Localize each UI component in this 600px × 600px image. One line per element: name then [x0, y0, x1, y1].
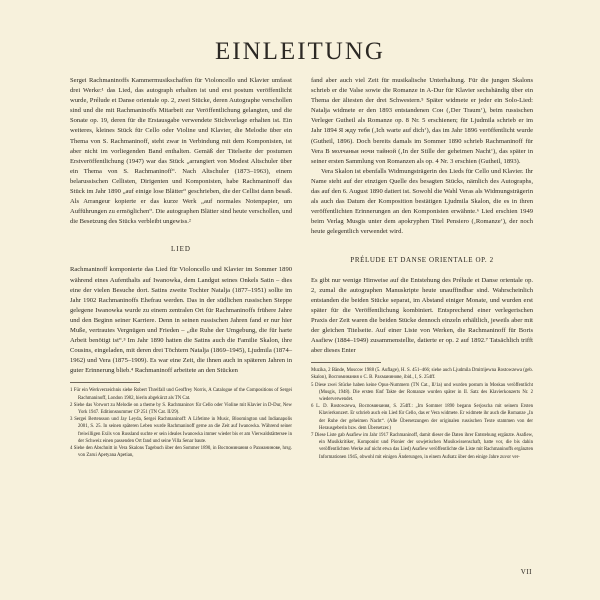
left-column	[70, 76, 292, 459]
footnote-1: 1 Für ein Werkverzeichnis siehe Robert Threlfall und Geoffrey Norris, A Catalogue of the Compositions of Sergei Rachmaninoff, London 1982, hierin abgekürzt als TN Cat.	[70, 388, 292, 401]
footnote-divider	[70, 382, 140, 383]
footnote-4-continuation: Muzika, 2 Bände, Moscow 1988 (5. Auflage), H. S. 451–466; siehe auch Ljudmila Dmitrijewna Rostowzewa (geb. Skalon), Воспоминания о С. В. Рахманинове, ibid., I, S. 254ff.	[311, 368, 533, 381]
page-number: VII	[520, 568, 532, 576]
page-title: EINLEITUNG	[215, 38, 385, 65]
lied-paragraph: Rachmaninoff komponierte das Lied für Violoncello und Klavier im Sommer 1890 während eines Aufenthalts auf Iwanowka, dem Landgut seines Onkels Satin – dies eine der vielen Besuche dort. Satins zweite Tochter Natalja (1877–1951) sollte im Jahr 1902 Rachmaninoffs Ehefrau werden. Das in der südlichen russischen Steppe gelegene Iwanowka wurde zu einem zentralen Ort für Rachmaninoffs frühere Jahre und den Beginn seiner Karriere. Denn in seinen russischen Jahren fand er nur hier Muße, vertrautes Vergnügen und Frieden – „die Ruhe der Umgebung, die für harte Arbeit benötigt ist“.³ Im Jahr 1890 hatten die Satins auch die Familie Skalon, ihre Cousins, eingeladen, mit deren drei Töchtern Natalja (1869–1945), Ljudmila (1874–1962) und Vera (1875–1909). Es war eine Zeit, die ihnen auch in späteren Jahren in guter Erinnerung blieb.⁴ Rachmaninoff arbeitete an den Stücken	[70, 266, 292, 375]
vera-paragraph: Vera Skalon ist ebenfalls Widmungsträgerin des Lieds für Cello und Klavier. Ihr Name steht auf der einzigen Quelle des besagten Stücks, nämlich des Autographs, das auf den 6. August 1890 datiert ist. Sowohl die Wahl Veras als Widmungsträgerin als auch das Datum der Komposition bestätigen Ljudmila Skalon, die es in ihren veröffentlichten Erinnerungen an den Komponisten erwähnte.⁶ Lied erschien 1949 beim Verlag Musgis unter dem apokryphen Titel Pensiero (‚Romanze‘), der noch heute gelegentlich verwendet wird.	[311, 167, 533, 236]
intro-paragraph: Sergei Rachmaninoffs Kammermusikschaffen für Violoncello und Klavier umfasst drei Werke:¹ das Lied, das autograph erhalten ist und erst postum veröffentlicht wurde, Prélude et Danse orientale op. 2, zwei Stücke, deren Autographe verschollen sind und die mit Rachmaninoffs Mitarbeit zur Veröffentlichung gelangten, und die Sonate op. 19, deren für die Erstausgabe verwendete Stichvorlage erhalten ist. Ein weiteres, kleines Stück für Cello oder Violine und Klavier, die Melodie über ein Thema von S. Rachmaninoff, steht zwar in Verbindung mit dem Komponisten, ist aber nicht im vorliegenden Band enthalten. Gemäß der Titelseite der postumen Erstveröffentlichung (1947) war das Stück „arrangiert von Modest Altschuler über ein Thema von S. Rachmaninoff“. Nach Altschuler (1873–1963), einem belarussischen Cellisten, Dirigenten und Komponisten, habe Rachmaninoff das Stück im Jahr 1890 „auf einige lose Blätter“ geschrieben, die der Cellist dann besaß. Als Arrangeur kopierte er das kurze Werk „auf normales Notenpapier, um Aufführungen zu ermöglichen“. Die autographen Blätter sind heute verschollen, und die Besetzung des Stücks verbleibt ungewiss.²	[70, 77, 292, 226]
footnote-3: 3 Sergei Bertensson und Jay Leyda, Sergei Rachmaninoff: A Lifetime in Music, Bloomington und Indianapolis 2001, S. 25. In seinen späteren Leben wurde Rachmaninoff gerne an die Zeit auf Iwanowka. Während seiner freiwilligen Exils von Russland suchte er sein ideales Iwanowka immer wieder bis er am Vierwaldstättersee in der Schweiz einen passenden Ort fand und seine Villa Senar baute.	[70, 417, 292, 444]
footnote-6: 6 L. D. Rostowzewa, Воспоминания, S. 254ff.: „Im Sommer 1890 begann Serjoscha mit seinem Ersten Klavierkonzert. Er schrieb auch ein Lied für Cello, das er Vera widmete. Er widmete ihr auch die Romanze „In der Ruhe der geheimen Nacht“. (Alle Übersetzungen der originalen russischen Texte stammen von der Herausgeberin bzw. dem Übersetzer.)	[311, 404, 533, 431]
footnote-5: 5 Diese zwei Stücke haben keine Opus-Nummern (TN Cat., II/1a) und wurden postum in Moskau veröffentlicht (Musgis, 1948). Die ersten fünf Takte der Romanze wurden später in II. Satz des Klavierkonzerts Nr. 2 wiederverwendet.	[311, 382, 533, 403]
right-column	[311, 76, 533, 461]
section-heading-lied: LIED	[171, 245, 191, 254]
continuation-paragraph: fand aber auch viel Zeit für musikalische Unterhaltung. Für die jungen Skalons schrieb er die Valse sowie die Romanze in A-Dur für Klavier sechshändig über ein Thema der ältesten der drei Schwestern.⁵ Später widmete er jeder ein Solo-Lied: Natalja widmete er den 1893 entstandenen Сон (‚Der Traum‘), beim russischen Verleger Gutheil als Romanze op. 8 Nr. 5 erschienen; für Ljudmila schrieb er im Jahr 1894 Я жду тебя (‚Ich warte auf dich‘), das im Jahr 1896 veröffentlicht wurde (Gutheil, 1896). Doch bereits damals im Sommer 1890 schrieb Rachmaninoff für Vera В молчаньи ночи тайной (‚In der Stille der geheimen Nacht‘), das später in seiner ersten Sammlung von Romanzen als op. 4 Nr. 3 erschien (Gutheil, 1893).	[311, 77, 533, 165]
footnote-2: 2 Siehe das Vorwort zu Melodie on a theme by S. Rachmaninov für Cello oder Violine mit Klavier in D-Dur, New York 1947. Editionsnummer CP 251 (TN Cat. II/29).	[70, 402, 292, 416]
footnote-7: 7 Diese Liste gab Asafiew im Jahr 1917 Rachmaninoff, damit dieser die Daten ihrer Entstehung ergänzte. Asafiew, ein Musikkritiker, Komponist und Pionier der sowjetischen Musikwissenschaft, hatte vor, die bis dahin veröffentlichten Werke auf nicht etwa das Lied) Asafiew veröffentlichte die Liste mit Rachmaninoffs ergänzten Informationen 1945, obwohl mit einigen Änderungen, in einem Aufsatz über den einige Jahre zuvor ver-	[311, 433, 533, 460]
footnote-4: 4 Siehe den Abschnitt in Vera Skalons Tagebuch über den Sommer 1890, in Воспоминания о Рахманинове, hrsg. von Zarui Apetyana Apetian,	[70, 446, 292, 459]
section-heading-prelude: PRÉLUDE ET DANSE ORIENTALE OP. 2	[350, 255, 494, 264]
footnote-divider	[311, 362, 381, 363]
prelude-paragraph: Es gibt nur wenige Hinweise auf die Entstehung des Prélude et Danse orientale op. 2, zumal die autographen Manuskripte heute unauffindbar sind. Wahrscheinlich entstanden die beiden Stücke separat, im Abstand einiger Monate, und wurden erst später für die Veröffentlichung kombiniert. Entsprechend einer verlegerischen Praxis der Zeit waren die beiden Stücke dennoch einzeln erhältlich, jeweils aber mit der gleichen Titelseite. Auf einer Liste von Werken, die Rachmaninoff für Boris Asafiew (1884–1949) zusammenstellte, datierte er op. 2 auf 1892.⁷ Tatsächlich trifft aber dieses Enter	[311, 276, 533, 355]
